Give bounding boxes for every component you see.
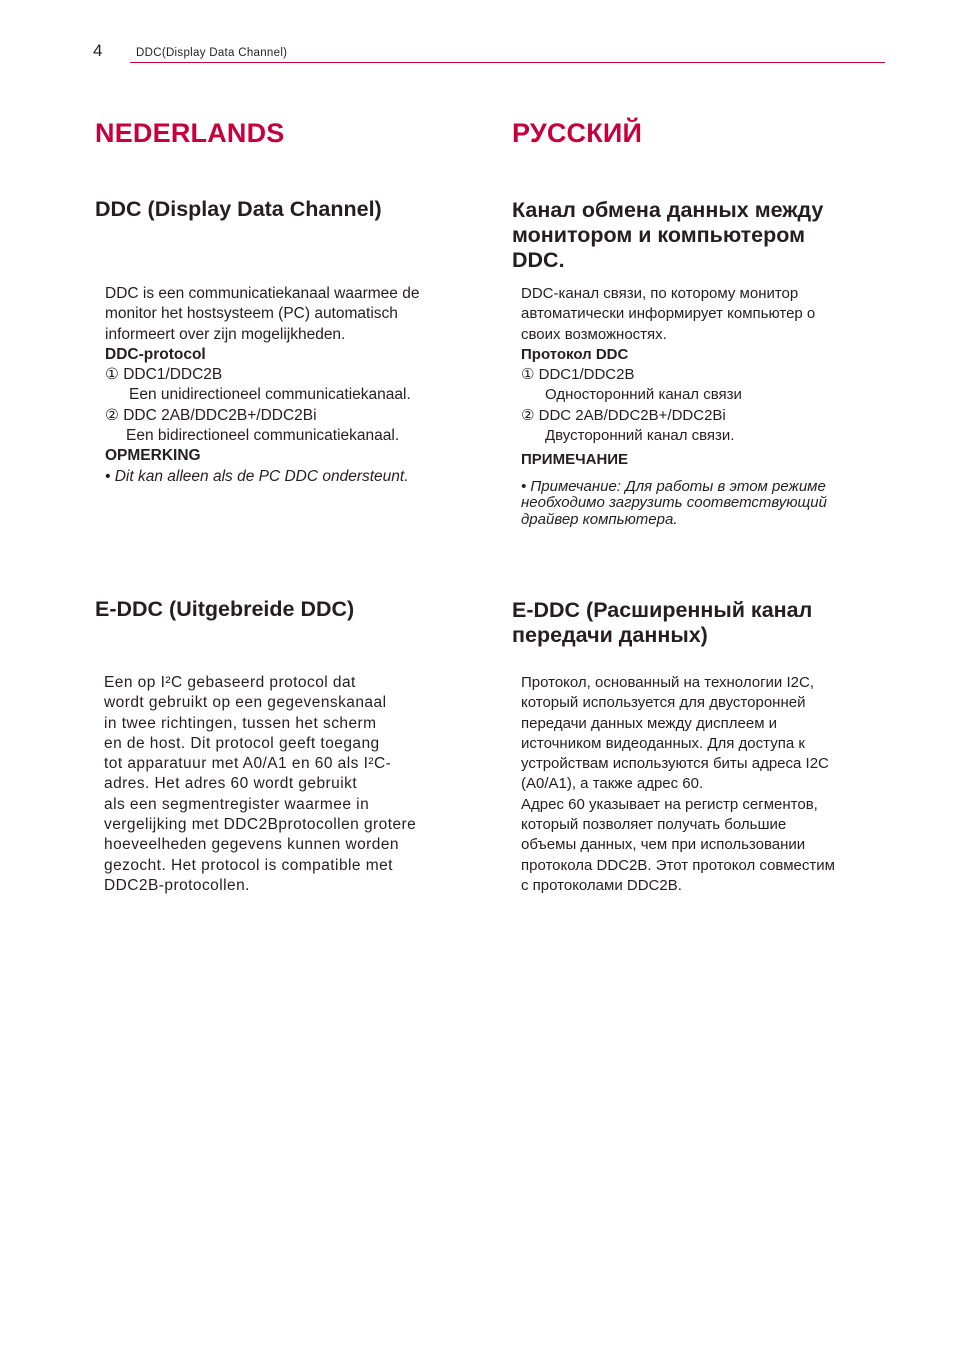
eddc-line: DDC2B-protocollen.: [104, 876, 250, 894]
eddc-line: als een segmentregister waarmee in: [104, 795, 370, 813]
protocol-item2-label: ② DDC 2AB/DDC2B+/DDC2Bi: [521, 406, 726, 424]
protocol-item1-desc: Односторонний канал связи: [545, 386, 742, 404]
eddc-line: объемы данных, чем при использовании: [521, 836, 806, 854]
running-title: DDC(Display Data Channel): [136, 47, 288, 59]
eddc-line: tot apparatuur met A0/A1 en 60 als I²C-: [104, 755, 392, 773]
eddc-line: источником видеоданных. Для доступа к: [521, 734, 805, 752]
eddc-line: Протокол, основанный на технологии I2C,: [521, 674, 814, 691]
language-title-nl: NEDERLANDS: [95, 118, 285, 148]
ddc-intro-line: своих возможностях.: [521, 325, 667, 343]
ddc-title-line: DDC.: [512, 248, 565, 272]
eddc-line: hoeveelheden gegevens kunnen worden: [104, 836, 399, 854]
ddc-title-line: монитором и компьютером: [512, 223, 806, 247]
eddc-line: Een op I²C gebaseerd protocol dat: [104, 674, 356, 691]
eddc-line: передачи данных между дисплеем и: [521, 714, 778, 732]
ddc-title-ru: [512, 198, 823, 273]
protocol-item2-desc: Een bidirectioneel communicatiekanaal.: [126, 427, 400, 445]
header-rule: [130, 62, 885, 63]
eddc-title-line: E-DDC (Расширенный канал: [512, 598, 813, 622]
ddc-intro-line: monitor het hostsysteem (PC) automatisch: [105, 305, 398, 323]
ddc-intro-line: автоматически информирует компьютер о: [521, 305, 816, 323]
eddc-line: adres. Het adres 60 wordt gebruikt: [104, 775, 358, 793]
eddc-line: который позволяет получать большие: [521, 816, 787, 834]
eddc-title-nl: E-DDC (Uitgebreide DDC): [95, 597, 355, 621]
note-text-nl: • Dit kan alleen als de PC DDC ondersteunt.: [105, 467, 409, 485]
protocol-item1-desc: Een unidirectioneel communicatiekanaal.: [129, 386, 411, 404]
eddc-line: с протоколами DDC2B.: [521, 876, 682, 894]
language-title-ru: РУССКИЙ: [512, 118, 643, 148]
ddc-intro-line: DDC-канал связи, по которому монитор: [521, 285, 799, 302]
protocol-item2-label: ② DDC 2AB/DDC2B+/DDC2Bi: [105, 406, 317, 424]
note-line: необходимо загрузить соответствующий: [521, 494, 827, 512]
ddc-section-ru: [521, 284, 827, 528]
note-line: драйвер компьютера.: [521, 510, 678, 528]
eddc-line: Адрес 60 указывает на регистр сегментов,: [521, 795, 818, 813]
note-line: • Примечание: Для работы в этом режиме: [521, 477, 826, 495]
ddc-title-line: Канал обмена данных между: [512, 198, 824, 222]
eddc-title-ru: [512, 598, 812, 648]
page-number: 4: [93, 41, 103, 60]
eddc-line: gezocht. Het protocol is compatible met: [104, 856, 393, 874]
eddc-line: (A0/A1), а также адрес 60.: [521, 775, 704, 793]
protocol-item2-desc: Двусторонний канал связи.: [545, 427, 735, 445]
eddc-line: in twee richtingen, tussen het scherm: [104, 714, 377, 732]
protocol-heading-ru: Протокол DDC: [521, 345, 629, 363]
eddc-title-line: передачи данных): [512, 623, 708, 647]
protocol-item1-label: ① DDC1/DDC2B: [521, 366, 635, 384]
ddc-intro-line: DDC is een communicatiekanaal waarmee de: [105, 285, 420, 302]
eddc-line: устройствам используются биты адреса I2C: [521, 755, 829, 773]
ddc-intro-line: informeert over zijn mogelijkheden.: [105, 325, 346, 343]
eddc-paragraph-nl: [104, 673, 416, 896]
note-heading-nl: OPMERKING: [105, 447, 201, 465]
ddc-section-nl: [105, 284, 419, 487]
eddc-line: vergelijking met DDC2Bprotocollen grotere: [104, 816, 417, 834]
note-heading-ru: ПРИМЕЧАНИЕ: [521, 451, 629, 469]
protocol-heading-nl: DDC-protocol: [105, 345, 206, 363]
eddc-line: который используется для двусторонней: [521, 694, 806, 712]
eddc-paragraph-ru: [521, 673, 835, 896]
eddc-line: en de host. Dit protocol geeft toegang: [104, 734, 380, 752]
eddc-line: wordt gebruikt op een gegevenskanaal: [104, 694, 387, 712]
ddc-title-nl: DDC (Display Data Channel): [95, 197, 382, 221]
protocol-item1-label: ① DDC1/DDC2B: [105, 366, 223, 384]
note-text-ru: [521, 479, 827, 529]
eddc-line: протокола DDC2B. Этот протокол совместим: [521, 856, 835, 874]
